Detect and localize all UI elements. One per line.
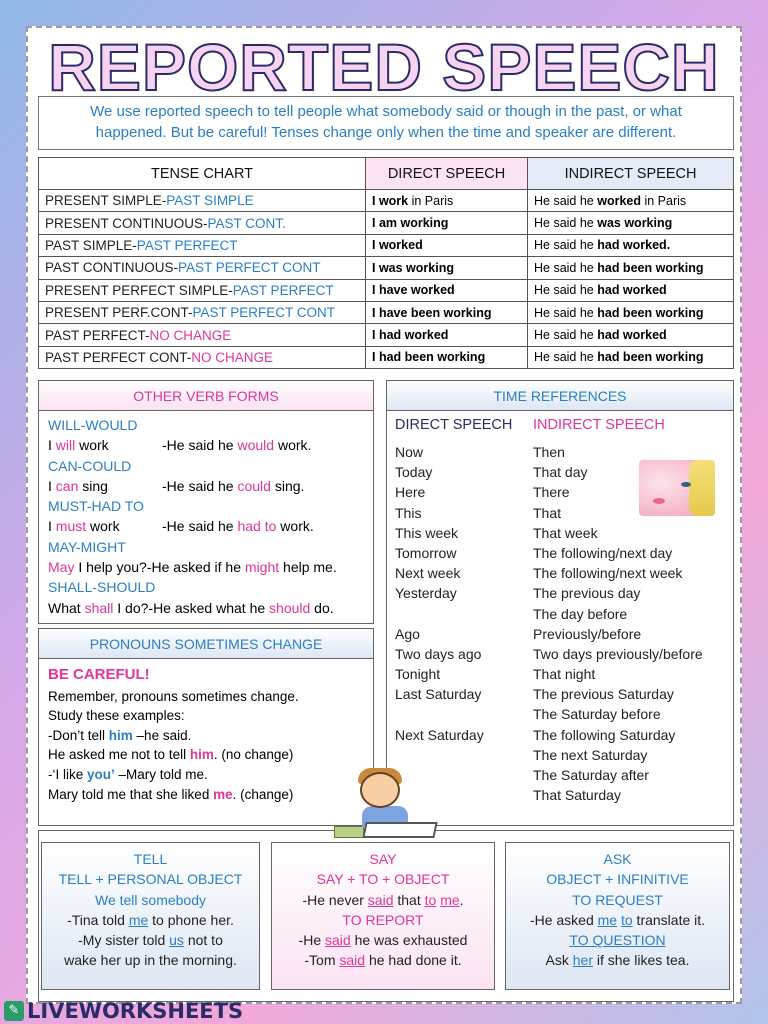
time-indirect-item: That night xyxy=(533,666,596,683)
tense-to: PAST PERFECT CONT xyxy=(178,260,321,276)
time-direct-item: Yesterday xyxy=(395,585,457,602)
time-direct-item: This xyxy=(395,504,422,521)
tense-to: PAST PERFECT xyxy=(136,237,238,253)
table-row xyxy=(39,279,734,301)
example-text: work xyxy=(86,518,120,535)
table-row xyxy=(39,257,734,279)
say-example: -Tom said he had done it. xyxy=(304,952,462,969)
pronoun-example: He asked me not to tell him. (no change) xyxy=(48,747,294,763)
tense-from: PAST CONTINUOUS- xyxy=(45,260,179,276)
girl-face-illustration xyxy=(639,460,715,516)
indirect-speech-text: He said he xyxy=(534,216,598,231)
reported-example xyxy=(162,476,304,496)
direct-example xyxy=(48,435,162,455)
ask-card xyxy=(505,842,730,990)
direct-speech-extra: in Paris xyxy=(408,193,454,208)
direct-speech-cell xyxy=(366,301,528,323)
modal-verb: May xyxy=(48,559,75,576)
pronoun-example: -‘I like you’ –Mary told me. xyxy=(48,766,208,782)
tell-rule: TELL + PERSONAL OBJECT xyxy=(58,871,243,888)
direct-speech-text: I was working xyxy=(372,260,454,275)
indirect-speech-text: He said he xyxy=(534,305,598,320)
reported-example xyxy=(162,516,314,536)
verb-example-row xyxy=(48,476,364,496)
table-row xyxy=(39,301,734,323)
direct-speech-text: I am working xyxy=(372,216,449,231)
tense-name-cell xyxy=(39,301,366,323)
indirect-speech-cell xyxy=(528,212,734,234)
tense-from: PRESENT PERFECT SIMPLE- xyxy=(45,282,233,298)
example-text: I xyxy=(48,477,56,494)
example-text: I xyxy=(48,518,56,535)
time-direct-item: Now xyxy=(395,444,424,460)
tense-name-cell xyxy=(39,257,366,279)
indirect-speech-verb: had worked. xyxy=(597,238,671,253)
time-direct-item xyxy=(395,745,533,765)
direct-speech-cell xyxy=(366,190,528,212)
pronouns-box xyxy=(38,628,374,826)
time-direct-item: This week xyxy=(395,524,459,541)
time-direct-item: Today xyxy=(395,464,433,481)
indirect-speech-verb: had been working xyxy=(597,305,704,320)
tense-from: PRESENT CONTINUOUS- xyxy=(45,215,208,231)
liveworksheets-logo[interactable] xyxy=(4,998,243,1024)
reported-example xyxy=(147,557,337,577)
indirect-speech-verb: had been working xyxy=(597,350,704,365)
time-indirect-item: The day before xyxy=(533,605,628,622)
time-direct-item: Two days ago xyxy=(395,645,482,662)
direct-speech-cell xyxy=(366,346,528,368)
example-text: work xyxy=(75,437,109,454)
tense-from: PRESENT SIMPLE- xyxy=(45,193,167,209)
ask-title: ASK xyxy=(603,851,632,867)
indirect-speech-text: He said he xyxy=(534,193,598,208)
say-rule: SAY + TO + OBJECT xyxy=(316,871,450,888)
tense-name-cell xyxy=(39,212,366,234)
time-direct-item: Tomorrow xyxy=(395,544,457,561)
example-text: -He said he xyxy=(162,437,238,454)
tell-card xyxy=(41,842,260,990)
tense-from: PRESENT PERF.CONT- xyxy=(45,305,193,321)
modal-verb: must xyxy=(55,518,87,535)
time-indirect-item: The following/next day xyxy=(533,544,673,561)
time-indirect-item: Then xyxy=(533,444,565,460)
indirect-speech-cell xyxy=(528,257,734,279)
verb-pair-label: SHALL-SHOULD xyxy=(48,579,156,596)
pronoun-example: -Don’t tell him –he said. xyxy=(48,727,192,743)
example-text: work. xyxy=(274,437,312,454)
verb-pair-label: MAY-MIGHT xyxy=(48,538,126,555)
example-text: What xyxy=(48,599,85,616)
indirect-speech-extra: in Paris xyxy=(641,193,687,208)
verb-pair-label: MUST-HAD TO xyxy=(48,498,144,515)
example-text: -He said he xyxy=(162,518,238,535)
ask-subheading: TO REQUEST xyxy=(572,891,663,908)
indirect-speech-text: He said he xyxy=(534,238,598,253)
verb-example-row xyxy=(48,598,364,618)
time-indirect-item: The Saturday before xyxy=(533,706,661,723)
time-indirect-item: The following Saturday xyxy=(533,726,676,743)
ask-rule: OBJECT + INFINITIVE xyxy=(546,871,689,888)
tell-example: -My sister told us not to xyxy=(78,932,223,949)
table-row xyxy=(39,190,734,212)
table-row xyxy=(39,212,734,234)
tense-from: PAST PERFECT- xyxy=(45,327,150,343)
time-direct-item: Next Saturday xyxy=(395,726,484,743)
example-text: -He asked if he xyxy=(146,559,245,576)
modal-verb: would xyxy=(237,437,275,454)
direct-speech-cell xyxy=(366,324,528,346)
brand-name: LIVEWORKSHEETS xyxy=(27,999,244,1023)
time-indirect-item: Two days previously/before xyxy=(533,645,703,662)
example-text: help me. xyxy=(279,559,337,576)
direct-example xyxy=(48,476,162,496)
direct-example xyxy=(48,516,162,536)
say-title: SAY xyxy=(369,851,397,867)
tense-name-cell xyxy=(39,190,366,212)
time-direct-item xyxy=(395,604,533,624)
ask-example: -He asked me to translate it. xyxy=(529,911,706,928)
pronoun-example: Mary told me that she liked me. (change) xyxy=(48,786,294,802)
say-example: -He said he was exhausted xyxy=(298,932,468,949)
example-text: -He asked what he xyxy=(148,599,270,616)
time-indirect-item: The previous Saturday xyxy=(533,686,674,703)
pronoun-note: Study these examples: xyxy=(48,708,185,724)
time-direct-item: Here xyxy=(395,484,426,501)
example-text: I xyxy=(48,437,56,454)
direct-speech-cell xyxy=(366,279,528,301)
verb-example-row xyxy=(48,435,364,455)
indirect-speech-cell xyxy=(528,190,734,212)
table-row xyxy=(39,346,734,368)
time-indirect-item: That Saturday xyxy=(533,787,621,804)
tell-title: TELL xyxy=(133,851,168,867)
time-indirect-item: The Saturday after xyxy=(533,767,649,783)
indirect-speech-header: INDIRECT SPEECH xyxy=(528,158,734,190)
time-direct-item: Tonight xyxy=(395,666,441,683)
modal-verb: shall xyxy=(84,599,114,616)
indirect-speech-cell xyxy=(528,346,734,368)
pronouns-heading: PRONOUNS SOMETIMES CHANGE xyxy=(39,629,373,659)
example-text: I do? xyxy=(113,599,149,616)
tell-example: -Tina told me to phone her. xyxy=(67,911,234,928)
tense-name-cell xyxy=(39,234,366,256)
tense-to: PAST PERFECT CONT xyxy=(192,305,336,321)
indirect-speech-cell xyxy=(528,234,734,256)
example-text: work. xyxy=(276,518,314,535)
time-references-heading: TIME REFERENCES xyxy=(387,381,733,411)
intro-text: We use reported speech to tell people what somebody said or though in the past, or what happened. But be careful! Tenses change only when the time and speaker are different. xyxy=(38,96,734,150)
indirect-speech-text: He said he xyxy=(534,350,598,365)
time-indirect-item: The previous day xyxy=(533,585,641,602)
direct-speech-text: I have worked xyxy=(372,283,455,298)
table-row xyxy=(39,324,734,346)
direct-example xyxy=(48,598,148,618)
direct-speech-header: DIRECT SPEECH xyxy=(366,158,528,190)
other-verb-forms-box xyxy=(38,380,374,624)
tense-from: PAST PERFECT CONT- xyxy=(45,349,192,365)
tense-name-cell xyxy=(39,324,366,346)
direct-speech-cell xyxy=(366,234,528,256)
modal-verb: should xyxy=(269,599,311,616)
modal-verb: will xyxy=(55,437,76,454)
tense-from: PAST SIMPLE- xyxy=(45,237,137,253)
example-text: I help you? xyxy=(74,559,147,576)
verb-example-row xyxy=(48,557,364,577)
direct-speech-text: I have been working xyxy=(372,305,492,320)
say-card xyxy=(271,842,495,990)
verb-example-row xyxy=(48,516,364,536)
tense-to: PAST PERFECT xyxy=(232,282,334,298)
reported-example xyxy=(162,435,311,455)
indirect-speech-text: He said he xyxy=(534,283,598,298)
time-direct-item: Last Saturday xyxy=(395,686,482,703)
tell-note: We tell somebody xyxy=(94,891,206,908)
direct-speech-text: I had been working xyxy=(372,350,486,365)
indirect-speech-cell xyxy=(528,301,734,323)
time-indirect-item: The following/next week xyxy=(533,565,683,582)
verb-pair-label: CAN-COULD xyxy=(48,457,132,474)
say-example: -He never said that to me. xyxy=(302,891,464,908)
direct-speech-text: I work xyxy=(372,193,409,208)
tense-to: PAST CONT. xyxy=(207,215,286,231)
indirect-speech-column-heading: INDIRECT SPEECH xyxy=(533,417,665,433)
direct-speech-text: I worked xyxy=(372,238,423,253)
time-indirect-item: That day xyxy=(533,464,588,481)
time-direct-item xyxy=(395,704,533,724)
time-indirect-item: That xyxy=(533,504,562,521)
indirect-speech-verb: had been working xyxy=(597,260,704,275)
time-indirect-item: There xyxy=(533,484,570,501)
direct-speech-column-heading: DIRECT SPEECH xyxy=(395,417,513,433)
indirect-speech-verb: had worked xyxy=(597,283,667,298)
ask-example: Ask her if she likes tea. xyxy=(545,952,690,969)
direct-example xyxy=(48,557,147,577)
time-indirect-item: Previously/before xyxy=(533,625,642,642)
example-text: do. xyxy=(310,599,334,616)
indirect-speech-text: He said he xyxy=(534,260,598,275)
tense-to: NO CHANGE xyxy=(149,327,232,343)
time-indirect-item: That week xyxy=(533,524,598,541)
indirect-speech-verb: had worked xyxy=(597,328,667,343)
liveworksheets-logo-icon: ✎ xyxy=(4,1001,24,1021)
indirect-speech-verb: was working xyxy=(597,216,673,231)
ask-subheading: TO QUESTION xyxy=(569,932,666,949)
be-careful-label: BE CAREFUL! xyxy=(48,666,150,683)
example-text: sing xyxy=(78,477,108,494)
modal-verb: might xyxy=(244,559,280,576)
time-direct-item: Next week xyxy=(395,565,461,582)
example-text: sing. xyxy=(270,477,305,494)
time-indirect-item: The next Saturday xyxy=(533,746,648,763)
modal-verb: could xyxy=(237,477,271,494)
tense-name-cell xyxy=(39,346,366,368)
say-subheading: TO REPORT xyxy=(342,911,424,928)
other-verb-forms-heading: OTHER VERB FORMS xyxy=(39,381,373,411)
tense-chart-table xyxy=(38,157,734,369)
worksheet xyxy=(26,26,742,1004)
verb-pair-label: WILL-WOULD xyxy=(48,417,138,433)
indirect-speech-cell xyxy=(528,279,734,301)
tense-to: NO CHANGE xyxy=(191,349,274,365)
modal-verb: can xyxy=(55,477,79,494)
time-direct-item: Ago xyxy=(395,625,420,642)
table-row xyxy=(39,234,734,256)
indirect-speech-verb: worked xyxy=(597,193,641,208)
reported-example xyxy=(148,598,333,618)
direct-speech-text: I had worked xyxy=(372,328,449,343)
tense-to: PAST SIMPLE xyxy=(166,193,254,209)
tense-chart-header: TENSE CHART xyxy=(39,158,366,190)
direct-speech-cell xyxy=(366,257,528,279)
tense-name-cell xyxy=(39,279,366,301)
indirect-speech-text: He said he xyxy=(534,328,598,343)
tell-example: wake her up in the morning. xyxy=(64,952,237,969)
time-references-box xyxy=(386,380,734,826)
indirect-speech-cell xyxy=(528,324,734,346)
page-title: REPORTED SPEECH xyxy=(48,30,720,104)
example-text: -He said he xyxy=(162,477,238,494)
modal-verb: had to xyxy=(237,518,277,535)
pronoun-note: Remember, pronouns sometimes change. xyxy=(48,688,299,704)
direct-speech-cell xyxy=(366,212,528,234)
boy-reading-illustration xyxy=(334,768,438,844)
